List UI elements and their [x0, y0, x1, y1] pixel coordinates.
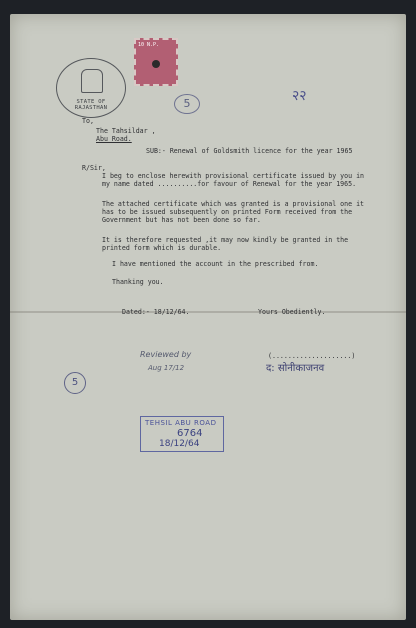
paragraph-2: The attached certificate which was granted is a provisional one it has to be issued subsequently on printed Form received from the Government but has not been done so far. [102, 200, 365, 224]
circled-number-top: 5 [174, 94, 200, 114]
handwritten-number: २२ [292, 88, 307, 104]
thanks-line: Thanking you. [112, 278, 164, 286]
stamp-punch-hole [152, 60, 160, 68]
revenue-stamp [134, 38, 178, 86]
dated-line: Dated:- 18/12/64. [122, 308, 190, 316]
stamp-value: 10 N.P. [138, 42, 160, 48]
office-stamp-date: 18/12/64 [159, 439, 200, 449]
paper-fold [10, 311, 406, 313]
paragraph-1: I beg to enclose herewith provisional certificate issued by you in my name dated ..........for favour of Renewal for the year 1965. [102, 172, 365, 188]
signature: द: सोनीकाजनव [266, 363, 325, 374]
handwritten-note-line1: Reviewed by [140, 350, 192, 359]
circled-number-left: 5 [64, 372, 86, 394]
office-stamp [140, 416, 224, 452]
office-stamp-title: TEHSIL ABU ROAD [145, 419, 217, 427]
to-line: To, [82, 117, 94, 125]
place: Abu Road. [96, 135, 132, 143]
emblem-icon [81, 69, 103, 93]
seal-text: STATE OF RAJASTHAN [74, 99, 108, 111]
salutation: R/Sir, [82, 164, 106, 172]
subject-line: SUB:- Renewal of Goldsmith licence for the year 1965 [146, 147, 353, 155]
signature-line: (....................) [268, 352, 356, 360]
letter-sheet [10, 14, 406, 620]
recipient: The Tahsildar , [96, 127, 156, 135]
paragraph-3: It is therefore requested ,it may now kindly be granted in the printed form which is durable. [102, 236, 349, 252]
closing-line: Yours Obediently. [258, 308, 326, 316]
state-seal [56, 58, 126, 118]
paragraph-4: I have mentioned the account in the prescribed from. [112, 260, 319, 268]
handwritten-note-line2: Aug 17/12 [148, 364, 185, 372]
office-stamp-number: 6764 [177, 428, 203, 439]
